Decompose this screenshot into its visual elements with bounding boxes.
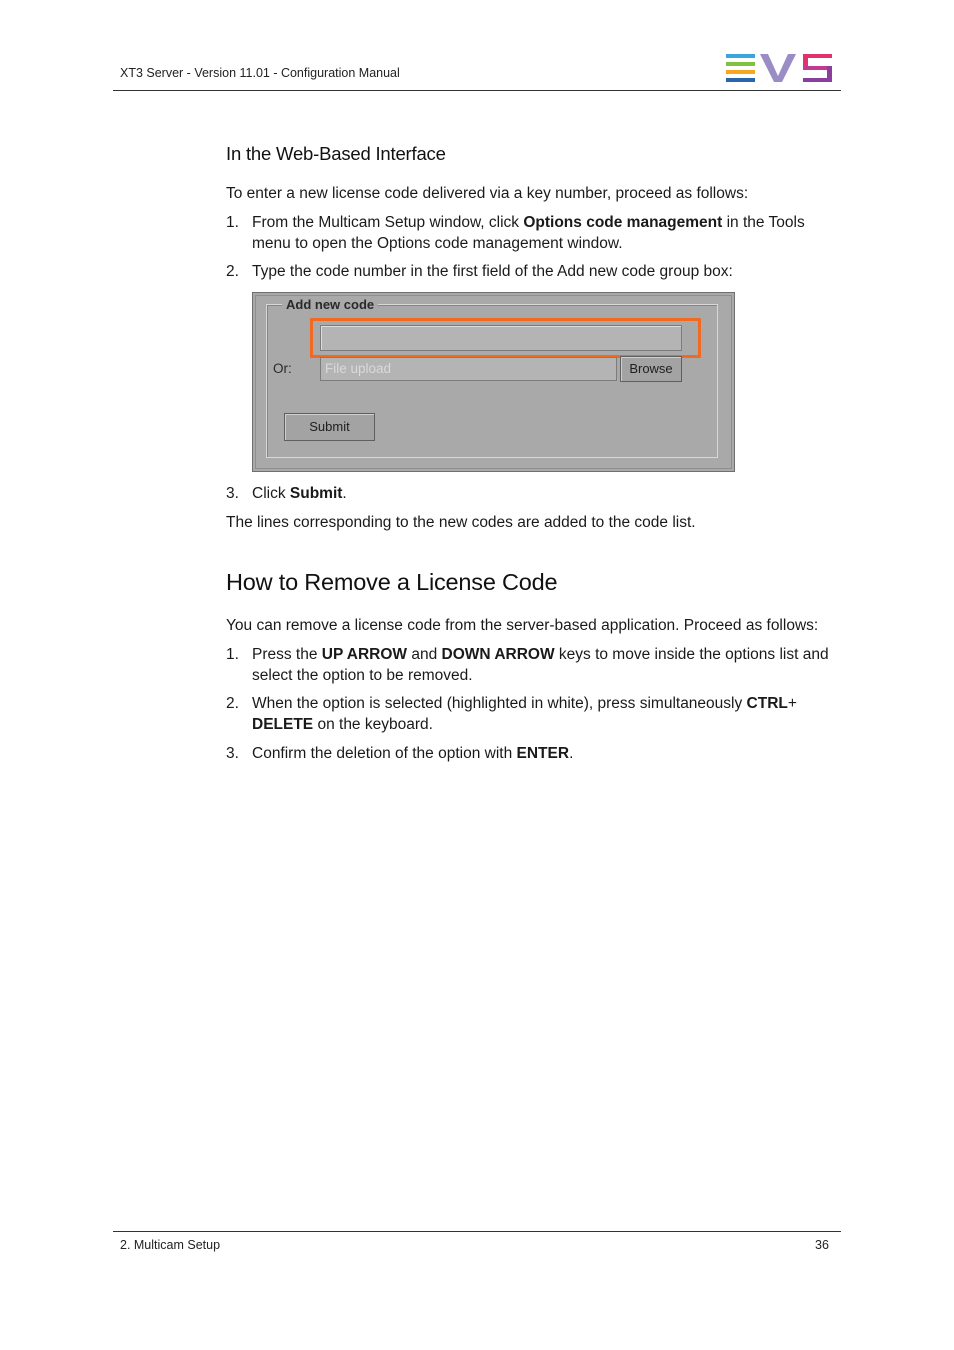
menu-command: Options code management <box>523 214 723 231</box>
outro-paragraph: The lines corresponding to the new codes are added to the code list. <box>226 514 696 531</box>
list-number: 3. <box>226 485 239 502</box>
browse-button[interactable]: Browse <box>620 356 682 382</box>
button-reference: Submit <box>289 485 343 502</box>
key-name: DELETE <box>252 716 314 733</box>
running-header: XT3 Server - Version 11.01 - Configuration Manual <box>120 66 400 80</box>
list-item: 3. Click Submit. <box>226 485 347 502</box>
list-item: 2. When the option is selected (highlighted in white), press simultaneously CTRL+ DELETE on the keyboard. <box>226 695 797 733</box>
key-name: ENTER <box>516 745 570 762</box>
evs-logo <box>726 54 834 82</box>
key-name: CTRL <box>746 695 788 712</box>
header-rule <box>113 90 841 91</box>
page-number: 36 <box>815 1238 829 1252</box>
list-number: 2. <box>226 695 239 712</box>
highlight-frame <box>310 318 701 358</box>
footer-rule <box>113 1231 841 1232</box>
remove-intro-paragraph: You can remove a license code from the server-based application. Proceed as follows: <box>226 617 819 634</box>
submit-button[interactable]: Submit <box>284 413 375 441</box>
key-name: DOWN ARROW <box>441 646 555 663</box>
file-upload-field[interactable]: File upload <box>320 357 617 381</box>
list-item: 2. Type the code number in the first field of the Add new code group box: <box>226 263 733 280</box>
section-heading-web: In the Web-Based Interface <box>226 143 446 164</box>
list-number: 3. <box>226 745 239 762</box>
list-number: 2. <box>226 263 239 280</box>
intro-paragraph: To enter a new license code delivered via a key number, proceed as follows: <box>226 185 749 202</box>
list-item: 1. From the Multicam Setup window, click Options code management in the Tools menu to open the Options code management window. <box>226 214 805 252</box>
section-heading-remove: How to Remove a License Code <box>226 569 558 595</box>
footer-chapter: 2. Multicam Setup <box>120 1238 221 1252</box>
list-number: 1. <box>226 646 239 663</box>
list-item: 3. Confirm the deletion of the option with ENTER. <box>226 745 574 762</box>
or-label: Or: <box>273 361 292 376</box>
list-item: 1. Press the UP ARROW and DOWN ARROW keys to move inside the options list and select the option to be removed. <box>226 646 829 684</box>
add-new-code-screenshot <box>252 292 735 472</box>
list-number: 1. <box>226 214 239 231</box>
group-title: Add new code <box>282 297 378 312</box>
key-name: UP ARROW <box>321 646 408 663</box>
